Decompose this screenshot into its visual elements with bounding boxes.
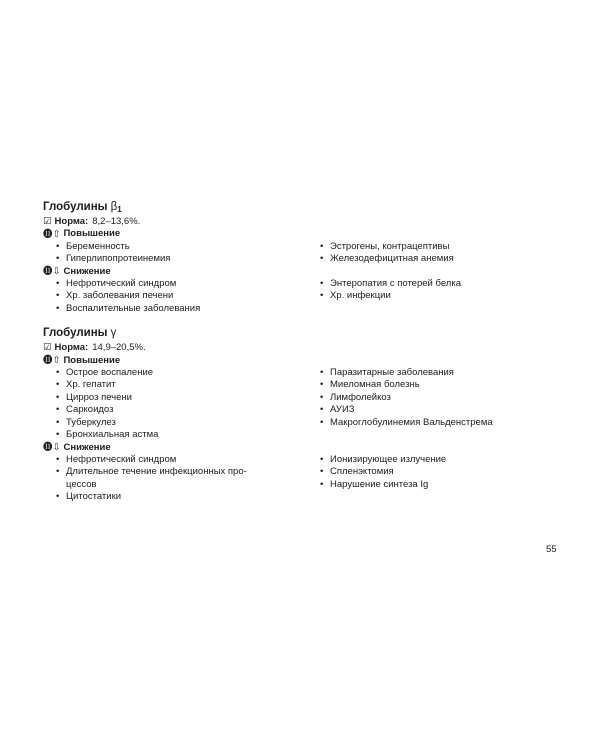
list-item: • Эстрогены, контрацептивы	[307, 241, 563, 253]
list-item: • Хр. заболевания печени	[43, 290, 307, 302]
list-item: • Хр. гепатит	[43, 379, 307, 391]
list-right	[307, 278, 563, 315]
list-left	[43, 454, 307, 504]
list-item: • Железодефицитная анемия	[307, 253, 563, 265]
list-right	[307, 454, 563, 504]
norm-value: 8,2–13,6%.	[92, 216, 141, 227]
list-item: • Спленэктомия	[307, 466, 563, 478]
list-item: • Бронхиальная астма	[43, 429, 307, 441]
list-item: • Длительное течение инфекционных про- цессов	[43, 466, 307, 491]
list-item: • Беременность	[43, 241, 307, 253]
list-item: • Саркоидоз	[43, 404, 307, 416]
increase-arrow-icon: ⓫⇧	[43, 228, 61, 240]
list-item: • Нефротический синдром	[43, 454, 307, 466]
list-item: • Миеломная болезнь	[307, 379, 563, 391]
norm-label: Норма:	[54, 342, 89, 354]
list-left	[43, 241, 307, 266]
decrease-arrow-icon: ⓫⇩	[43, 441, 61, 453]
decrease-list	[43, 454, 563, 504]
increase-heading	[43, 228, 563, 240]
section-title: Глобулины γ	[43, 327, 117, 340]
list-right	[307, 367, 563, 441]
list-item: • Цитостатики	[43, 491, 307, 503]
decrease-label: Снижение	[63, 265, 111, 277]
increase-list	[43, 241, 563, 266]
list-item: • Лимфолейкоз	[307, 392, 563, 404]
norm-label: Норма:	[54, 216, 89, 227]
list-item: • Воспалительные заболевания	[43, 303, 307, 315]
increase-arrow-icon: ⓫⇧	[43, 354, 61, 366]
checkbox-icon: ☑	[43, 216, 52, 228]
increase-label: Повышение	[63, 354, 121, 366]
list-right	[307, 241, 563, 266]
section-gamma	[43, 325, 563, 503]
list-left	[43, 367, 307, 441]
decrease-list	[43, 278, 563, 315]
list-item: • Макроглобулинемия Вальденстрема	[307, 417, 563, 429]
checkbox-icon: ☑	[43, 342, 52, 354]
list-left	[43, 278, 307, 315]
increase-label: Повышение	[63, 228, 121, 240]
list-item: • Гиперлипопротеинемия	[43, 253, 307, 265]
decrease-arrow-icon: ⓫⇩	[43, 265, 61, 277]
page-number: 55	[546, 544, 557, 555]
list-item: • Нефротический синдром	[43, 278, 307, 290]
list-item: • Цирроз печени	[43, 392, 307, 404]
norm-line	[43, 216, 563, 228]
list-item: • Туберкулез	[43, 417, 307, 429]
list-item: • Энтеропатия с потерей белка	[307, 278, 563, 290]
list-item: • Ионизирующее излучение	[307, 454, 563, 466]
list-item: • Острое воспаление	[43, 367, 307, 379]
list-item: • Хр. инфекции	[307, 290, 563, 302]
decrease-label: Снижение	[63, 441, 111, 453]
norm-value: 14,9–20,5%.	[92, 342, 146, 354]
section-title: Глобулины $\beta_1$	[43, 201, 122, 214]
list-item: • Нарушение синтеза Ig	[307, 479, 563, 491]
list-item: • АУИЗ	[307, 404, 563, 416]
decrease-heading	[43, 442, 563, 454]
section-beta1	[43, 199, 563, 315]
norm-line	[43, 342, 563, 354]
page-content	[43, 199, 563, 504]
list-item: • Паразитарные заболевания	[307, 367, 563, 379]
increase-list	[43, 367, 563, 441]
decrease-heading	[43, 266, 563, 278]
increase-heading	[43, 355, 563, 367]
